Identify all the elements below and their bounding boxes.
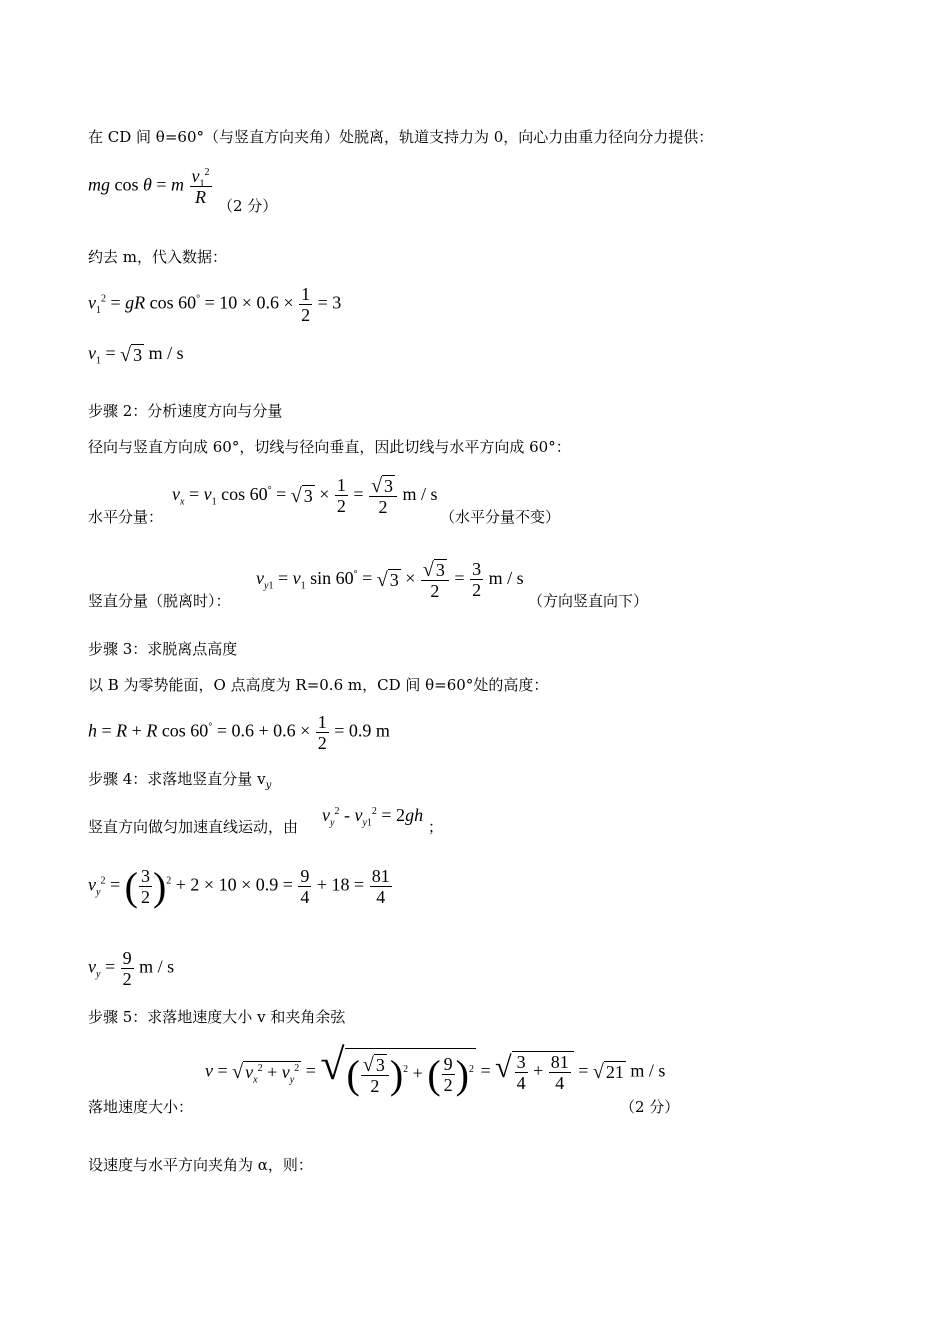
equation-vy1: $v_{y1} = v_1$ sin 60° = √ 3 × $\frac{√ 3}{2}$ = $\frac{3}{2}$ m / s [256,559,524,602]
equation-vy-squared: $v_y^2$ = ( $\frac{3}{2}$ )$^2$ + 2 × 10 × 0.9 = $\frac{9}{4}$ + 18 = $\frac{81}{4}$ [88,863,390,909]
step2-text: 径向与竖直方向成 60°，切线与径向垂直，因此切线与水平方向成 60°： [88,438,571,456]
step2-title: 步骤 2：分析速度方向与分量 [88,402,283,420]
equation-centripetal: mg cos θ = m $\frac{v_1^2}{R}$ [88,166,210,207]
equation-kinematic: $v_y^2 - v_{y1}^2 = 2gh$ [322,805,424,829]
step4-text: 竖直方向做匀加速直线运动，由 [88,818,299,836]
step3-title: 步骤 3：求脱离点高度 [88,640,238,658]
equation-vy: $v_y$ = $\frac{9}{2}$ m / s [88,948,175,989]
step4-title: 步骤 4：求落地竖直分量 $v_y$ [88,770,272,791]
equation-vx: $v_x = v_1$ cos 60° = √ 3 × $\frac{1}{2}$ = $\frac{√ 3}{2}$ m / s [172,475,438,518]
text-line-1: 在 CD 间 θ=60°（与竖直方向夹角）处脱离，轨道支持力为 0，向心力由重力径向分力提供： [88,128,714,146]
equation-speed: v = √ $v_x^2 + v_y^2$ = √( $\frac{√ 3}{2}$ )$^2$ + ( $\frac{9}{2}$ )$^2$ = √ $\frac{3}{4}$ + $\frac{81}{4}$ = √ 21 m / s [205,1039,666,1097]
score-note-1: （2 分） [218,197,278,215]
step5-title: 步骤 5：求落地速度大小 v 和夹角余弦 [88,1008,346,1026]
horizontal-label: 水平分量： [88,508,164,526]
horizontal-note: （水平分量不变） [440,508,561,526]
step3-text: 以 B 为零势能面，O 点高度为 R=0.6 m，CD 间 θ=60°处的高度： [88,676,549,694]
speed-label: 落地速度大小： [88,1098,194,1116]
vertical-note: （方向竖直向下） [528,592,649,610]
text-line-3: 约去 m，代入数据： [88,248,227,266]
speed-note: （2 分） [620,1098,680,1116]
equation-v1-squared: $v_1^2$ = gR cos 60° = 10 × 0.6 × $\frac{1}{2}$ = 3 [88,284,342,325]
vertical-label: 竖直分量（脱离时）： [88,592,231,610]
equation-height: h = R + R cos 60° = 0.6 + 0.6 × $\frac{1}{2}$ = 0.9 m [88,712,390,753]
equation-v1: $v_1$ = √ 3 m / s [88,343,184,367]
step4-end: ； [428,818,444,836]
last-line: 设速度与水平方向夹角为 α，则： [88,1156,313,1174]
